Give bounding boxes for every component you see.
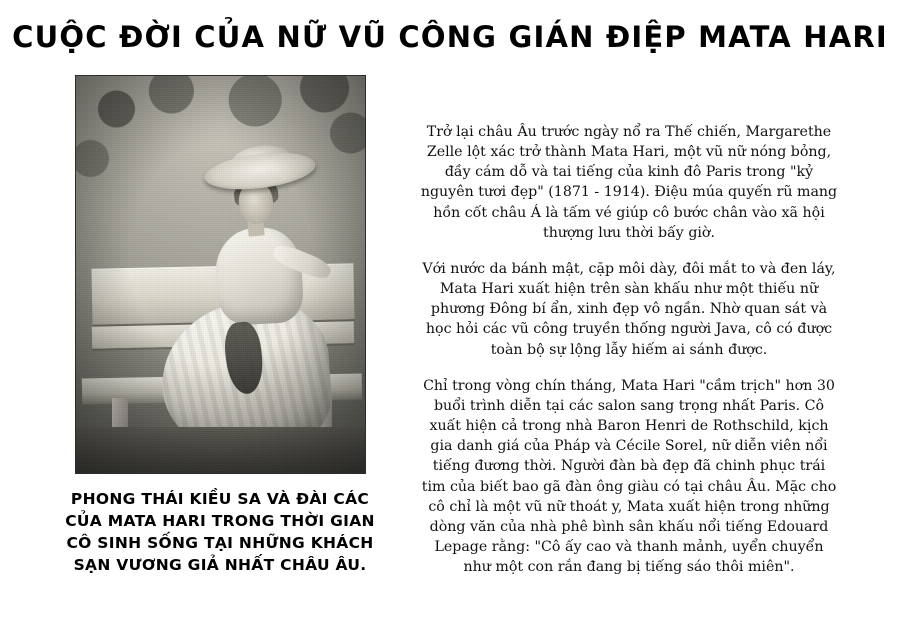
photo-column [60,75,380,576]
mata-hari-photograph [75,75,366,474]
body-paragraph: Trở lại châu Âu trước ngày nổ ra Thế chiến, Margarethe Zelle lột xác trở thành Mata Hari, một vũ nữ nóng bỏng, đầy cám dỗ và tai tiếng của kinh đô Paris trong "kỷ nguyên tươi đẹp" (1871 - 1914). Điệu múa quyến rũ mang hồn cốt châu Á là tấm vé giúp cô bước chân vào xã hội thượng lưu thời bấy giờ. [420,124,838,241]
photo-vignette [76,76,365,473]
article-body [420,122,838,577]
photo-caption: PHONG THÁI KIỀU SA VÀ ĐÀI CÁC CỦA MATA HARI TRONG THỜI GIAN CÔ SINH SỐNG TẠI NHỮNG KHÁCH SẠN VƯƠNG GIẢ NHẤT CHÂU ÂU. [65,490,375,574]
page-title: CUỘC ĐỜI CỦA NỮ VŨ CÔNG GIÁN ĐIỆP MATA HARI [12,20,888,54]
body-paragraph: Với nước da bánh mật, cặp môi dày, đôi mắt to và đen láy, Mata Hari xuất hiện trên sàn khấu như một thiếu nữ phương Đông bí ẩn, xinh đẹp vô ngần. Nhờ quan sát và học hỏi các vũ công truyền thống người Java, cô có được toàn bộ sự lộng lẫy hiếm ai sánh được. [422,260,836,358]
body-paragraph: Chỉ trong vòng chín tháng, Mata Hari "cầm trịch" hơn 30 buổi trình diễn tại các salon sang trọng nhất Paris. Cô xuất hiện cả trong nhà Baron Henri de Rothschild, kịch gia danh giá của Pháp và Cécile Sorel, nữ diễn viên nổi tiếng đương thời. Người đàn bà đẹp đã chinh phục trái tim của biết bao gã đàn ông giàu có tại châu Âu. Mặc cho cô chỉ là một vũ nữ thoát y, Mata xuất hiện trong những dòng văn của nhà phê bình sân khấu nổi tiếng Edouard Lepage rằng: "Cô ấy cao và thanh mảnh, uyển chuyển như một con rắn đang bị tiếng sáo thôi miên". [421,377,837,576]
